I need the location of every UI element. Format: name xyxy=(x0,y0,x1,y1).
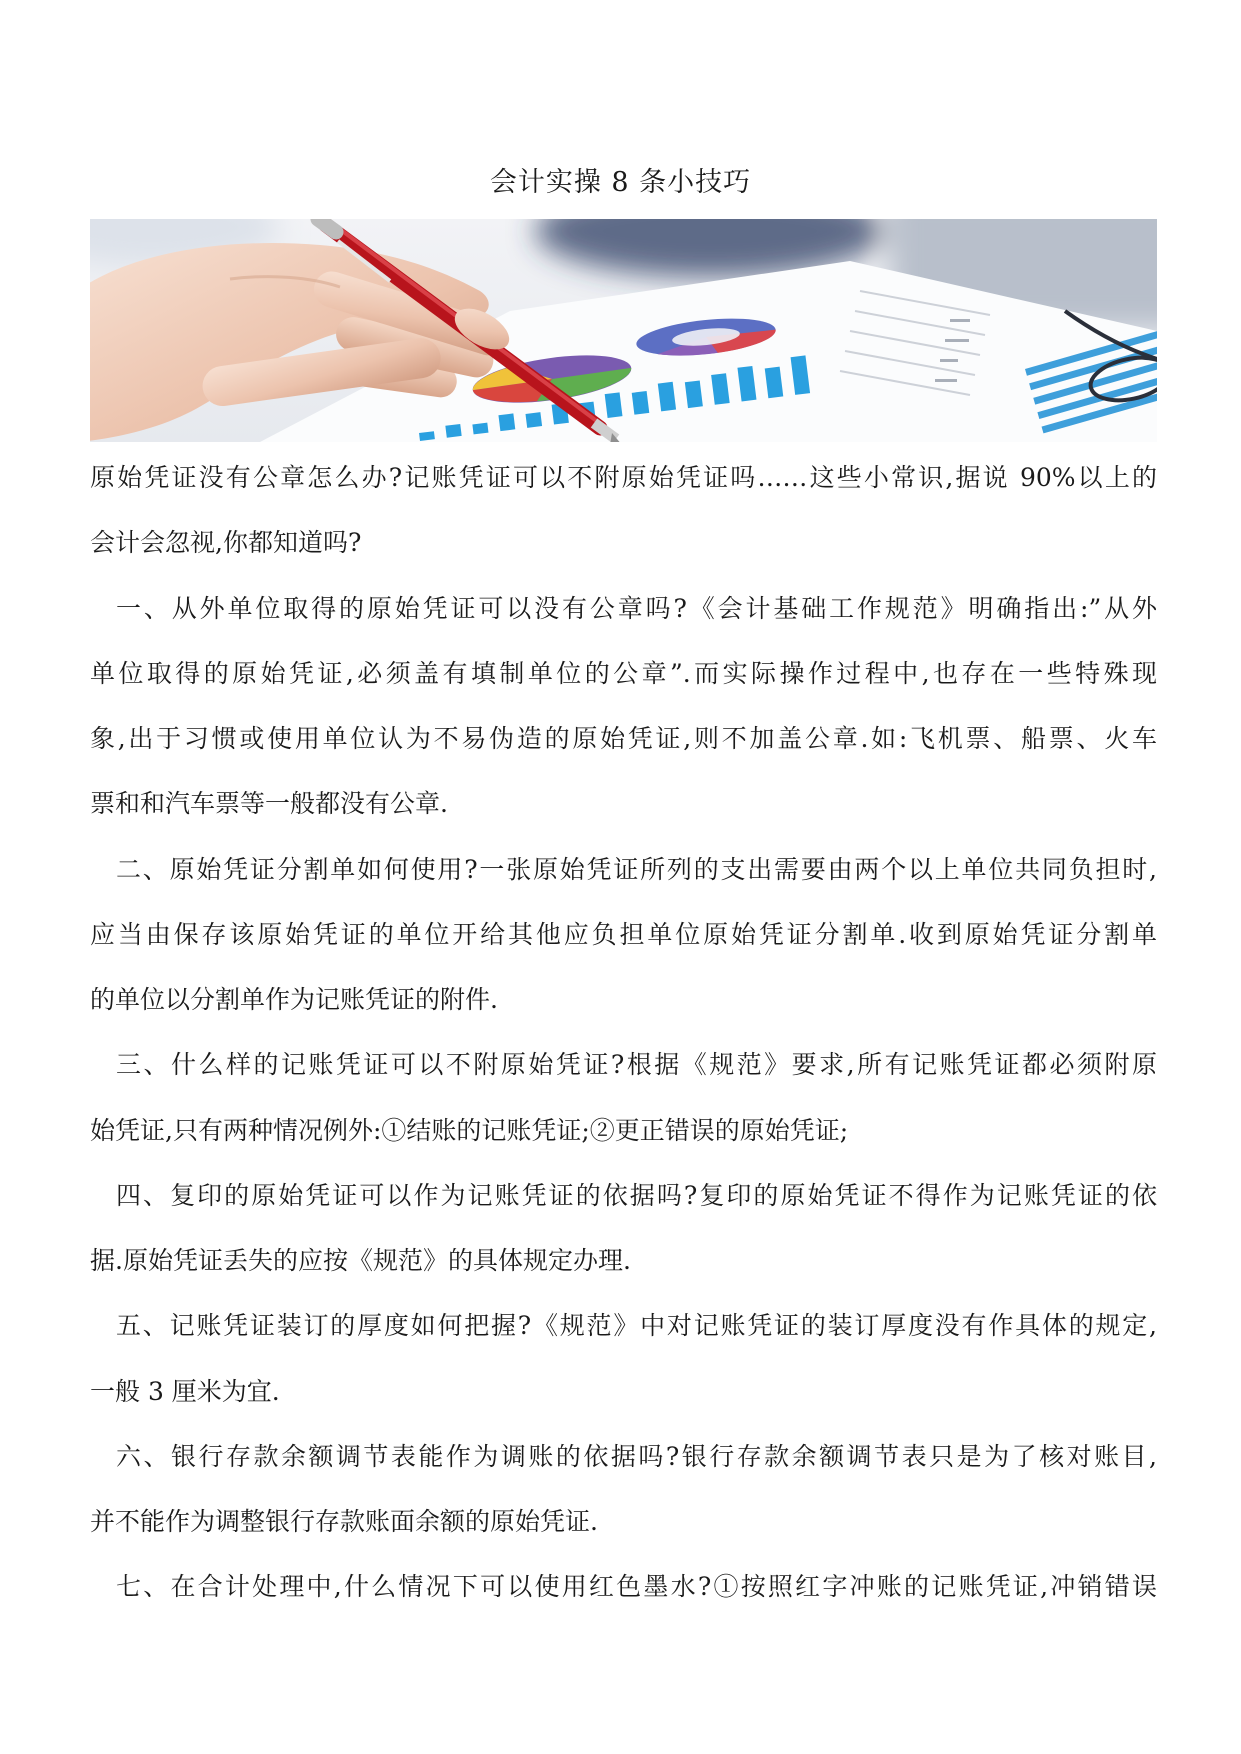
page-title: 会计实操 8 条小技巧 xyxy=(489,167,752,198)
paragraph-3 xyxy=(90,1032,1157,1163)
text-line: 五、记账凭证装订的厚度如何把握?《规范》中对记账凭证的装订厚度没有作具体的规定, xyxy=(116,1311,1157,1341)
text-line: 的单位以分割单作为记账凭证的附件. xyxy=(90,985,498,1014)
hero-illustration xyxy=(90,219,1157,442)
text-line: 应当由保存该原始凭证的单位开给其他应负担单位原始凭证分割单.收到原始凭证分割单 xyxy=(90,919,1157,949)
article-body xyxy=(90,445,1157,1620)
paragraph-2 xyxy=(90,837,1157,1033)
text-line: 象,出于习惯或使用单位认为不易伪造的原始凭证,则不加盖公章.如:飞机票、船票、火车 xyxy=(90,724,1157,753)
text-line: 一、从外单位取得的原始凭证可以没有公章吗?《会计基础工作规范》明确指出:”从外 xyxy=(116,593,1157,623)
paragraph-4 xyxy=(90,1163,1157,1294)
text-line: 票和和汽车票等一般都没有公章. xyxy=(90,789,448,819)
text-line: 一般 3 厘米为宜. xyxy=(90,1376,280,1406)
text-line: 据.原始凭证丢失的应按《规范》的具体规定办理. xyxy=(90,1246,631,1275)
text-line: 并不能作为调整银行存款账面余额的原始凭证. xyxy=(90,1507,598,1536)
text-line: 原始凭证没有公章怎么办?记账凭证可以不附原始凭证吗……这些小常识,据说 90%以上的 xyxy=(90,463,1157,492)
text-line: 单位取得的原始凭证,必须盖有填制单位的公章”.而实际操作过程中,也存在一些特殊现 xyxy=(90,658,1157,688)
paragraph-6 xyxy=(90,1424,1157,1555)
text-line: 二、原始凭证分割单如何使用?一张原始凭证所列的支出需要由两个以上单位共同负担时, xyxy=(116,854,1157,884)
paragraph-5 xyxy=(90,1293,1157,1424)
paragraph-7 xyxy=(90,1554,1157,1619)
text-line: 六、银行存款余额调节表能作为调账的依据吗?银行存款余额调节表只是为了核对账目, xyxy=(116,1441,1157,1471)
text-line: 四、复印的原始凭证可以作为记账凭证的依据吗?复印的原始凭证不得作为记账凭证的依 xyxy=(116,1180,1157,1210)
text-line: 会计会忽视,你都知道吗? xyxy=(90,528,362,558)
paragraph-1 xyxy=(90,576,1157,837)
text-line: 七、在合计处理中,什么情况下可以使用红色墨水?①按照红字冲账的记账凭证,冲销错误 xyxy=(116,1572,1157,1602)
text-line: 三、什么样的记账凭证可以不附原始凭证?根据《规范》要求,所有记账凭证都必须附原 xyxy=(116,1050,1157,1080)
hero-image xyxy=(90,219,1157,442)
paragraph-intro xyxy=(90,445,1157,576)
text-line: 始凭证,只有两种情况例外:①结账的记账凭证;②更正错误的原始凭证; xyxy=(90,1115,849,1145)
